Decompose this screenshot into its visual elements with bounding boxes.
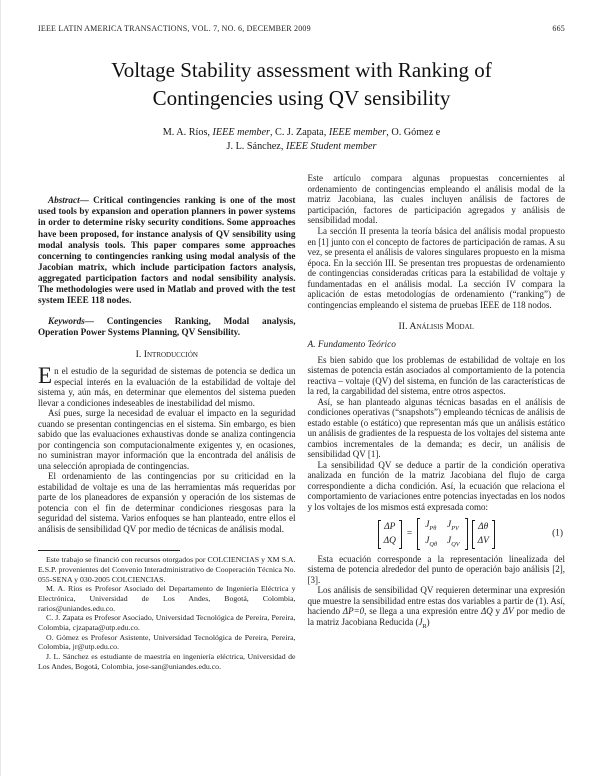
footnote-author-gomez: O. Gómez es Profesor Asistente, Universidad Tecnológica de Pereira, Pereira, Colombia, jr@utp.edu.co. [38, 632, 296, 652]
math-inline: ΔP=0 [342, 606, 365, 617]
right-bracket [465, 518, 468, 549]
body-paragraph-reduced-jacobian: Los análisis de sensibilidad QV requieren determinar una expresión que muestre la sensibilidad entre estas dos variables a partir de (1). Así, haciendo ΔP=0, se llega a una expresión entre ΔQ y ΔV por medio de la matriz Jacobiana Reducida $(J_R)$ [307, 585, 566, 630]
intro-paragraph-2: Así pues, surge la necesidad de evaluar el impacto en la seguridad cuando se presentan contingencias en el sistema. Sin embargo, es bien sabido que las evaluaciones exhaustivas donde se analiza contingencia por contingencia son computacionalmente exigentes y, en ocasiones, no suministran mayor información que la encontrada del análisis de una selección apropiada de contingencias. [38, 408, 296, 471]
body-paragraph-sections: La sección II presenta la teoría básica del análisis modal propuesto en [1] junto con el concepto de factores de participación de ramas. A su vez, se presenta el análisis de valores singulares propuesto en la misma época. En la sección III. Se presentan tres propuestas de ordenamiento de contingencias consideradas críticas para la estabilidad de voltaje y fundamentadas en el análisis modal. La sección IV compara la aplicación de estas metodologías de ordenamiento (“ranking”) de contingencias empleando el sistema de pruebas IEEE de 118 nodos. [307, 225, 565, 310]
matrix-cell: ΔQ [383, 535, 396, 546]
subsection-heading-fundamento: A. Fundamento Teórico [307, 339, 396, 350]
keywords-text: Contingencies Ranking, Modal analysis, Operation Power Systems Planning, QV Sensibility. [38, 315, 296, 337]
authors-line1 [38, 126, 565, 140]
author-role: IEEE member [212, 126, 270, 138]
equation-1 [308, 518, 566, 549]
right-bracket [399, 520, 402, 549]
author-name: , O. Gómez e [386, 126, 441, 138]
body-paragraph-jacobian: La sensibilidad QV se deduce a partir de la condición operativa analizada en función de la matriz Jacobiana del flujo de carga correspondiente a dicha condición. Así, la ecuación que relaciona el comportamiento de variaciones entre potencias inyectadas en los nodos y los voltajes de los mismos está expresada como: [307, 459, 565, 512]
jacobian-cell: $J_{QV}$ [447, 535, 460, 548]
math-subscript: R [422, 622, 427, 630]
intro-paragraph-1-text: n el estudio de la seguridad de sistemas de potencia se dedica un especial interés en la evaluación de la estabilidad de voltaje del sistema y, aún más, en determinar que elementos del sistema pueden llevar a condiciones indeseables de inestabilidad del mismo. [38, 366, 296, 408]
section-heading-modal-analysis: II. Análisis Modal [398, 321, 474, 333]
body-paragraph-qv-behavior: Es bien sabido que los problemas de estabilidad de voltaje en los sistemas de potencia están asociados al comportamiento de la potencia reactiva – voltaje (QV) del sistema, en función de las características de la red, la cargabilidad del sistema, entre otros aspectos. [307, 354, 565, 397]
paper-title-line2: Contingencies using QV sensibility [152, 85, 451, 110]
body-paragraph-compare: Este artículo compara algunas propuestas concernientes al ordenamiento de contingencias empleando el análisis modal de la matriz Jacobiana, las cuales incluyen análisis de factores de participación, factores de participación agregados y análisis de sensibilidad modal. [307, 173, 565, 226]
math-inline: ΔQ [480, 606, 493, 617]
authors-block [38, 126, 565, 155]
math-inline: ΔV [502, 606, 514, 617]
page-number: 665 [552, 24, 565, 33]
body-paragraph-linearized: Esta ecuación corresponde a la representación linealizada del sistema de potencia alrededor del punto de operación bajo análisis [2], [3]. [307, 553, 565, 585]
author-role: IEEE member [328, 126, 387, 138]
author-name: , C. J. Zapata, [269, 126, 329, 138]
author-name: M. A. Ríos, [162, 126, 213, 138]
two-column-body [38, 173, 565, 671]
paper-title-line1: Voltage Stability assessment with Ranking of [111, 58, 492, 82]
left-column [38, 173, 296, 671]
abstract-paragraph [38, 195, 296, 305]
page-content [1, 0, 600, 671]
intro-paragraph-1 [38, 363, 296, 408]
title-block [38, 57, 565, 154]
footnote-author-sanchez: J. L. Sánchez es estudiante de maestría en ingeniería eléctrica, Universidad de Los Andes, Bogotá, Colombia, jose-san@uniandes.edu.co. [38, 652, 296, 671]
keywords-paragraph [38, 316, 296, 338]
footnote-author-zapata: C. J. Zapata es Profesor Asociado, Universidad Tecnológica de Pereira, Pereira, Colombia, cjzapata@utp.edu.co. [38, 613, 296, 633]
footnote-separator [38, 550, 180, 551]
keywords-label: Keywords— [48, 315, 94, 326]
footnote-author-rios: M. A. Ríos es Profesor Asociado del Departamento de Ingeniería Eléctrica y Electrónica, Universidad de Los Andes, Bogotá, Colombia, rarios@uniandes.edu.co. [38, 584, 296, 613]
running-header [38, 24, 565, 33]
intro-paragraph-3: El ordenamiento de las contingencias por su criticidad en la estabilidad de voltaje es una de las herramientas más requeridas por parte de los planeadores de expansión y operación de los sistemas de potencia con el fin de determinar condiciones riesgosas para la seguridad del sistema. Varios enfoques se han planteado, entre ellos el análisis de sensibilidad QV por medio de técnicas de análisis modal. [38, 471, 296, 534]
footnote-block [38, 555, 296, 671]
jacobian-cell: $J_{PV}$ [447, 520, 459, 533]
matrix-cell: Δθ [478, 521, 489, 532]
author-name: J. L. Sánchez, [226, 141, 286, 153]
jacobian-cell: $J_{Q\theta}$ [425, 535, 438, 548]
right-bracket [492, 520, 495, 549]
matrix-delta-thetav [472, 520, 495, 549]
author-role: IEEE Student member [285, 141, 377, 153]
matrix-delta-pq [378, 520, 402, 549]
section-heading-introduction: I. Introducción [135, 348, 198, 360]
right-column [308, 173, 566, 671]
abstract-text: Critical contingencies ranking is one of the most used tools by expansion and operation planners in power systems in order to determine risky security conditions. Some approaches have been proposed, for instance analysis of QV sensibility using modal analysis tools. This paper compares some approaches concerning to contingencies ranking using modal analysis of the Jacobian matrix, which include participation factors analysis, aggregated participation factors and nodal sensibility analysis. The methodologies were used in Matlab and proved with the test system IEEE 118 nodes. [38, 195, 296, 305]
matrix-jacobian [417, 518, 467, 549]
matrix-cell: ΔP [384, 521, 396, 532]
body-paragraph-snapshots: Así, se han planteado algunas técnicas basadas en el análisis de condiciones operativas (“snapshots”) empleando técnicas de análisis de estado estable (o estático) que representan más que un análisis estático un análisis de gradientes de la respuesta de los voltajes del sistema ante cambios incrementales de la demanda; es decir, un análisis de sensibilidad QV [1]. [307, 396, 565, 460]
abstract-label: Abstract— [48, 195, 89, 206]
matrix-cell: ΔV [477, 535, 489, 546]
equals-sign: = [406, 528, 413, 539]
drop-cap: E [38, 363, 53, 389]
jacobian-cell: $J_{P\theta}$ [425, 520, 437, 533]
journal-line: IEEE LATIN AMERICA TRANSACTIONS, VOL. 7, NO. 6, DECEMBER 2009 [38, 24, 311, 33]
equation-number: (1) [552, 528, 563, 539]
footnote-funding: Este trabajo se financió con recursos otorgados por COLCIENCIAS y XM S.A. E.S.P. provenientes del Convenio Interadministrativo de Cooperación Técnica No. 055-SENA y 030-2005 COLCIENCIAS. [38, 555, 296, 584]
paper-title [38, 57, 565, 113]
authors-line2 [38, 140, 565, 154]
math-inline: J [418, 616, 423, 627]
